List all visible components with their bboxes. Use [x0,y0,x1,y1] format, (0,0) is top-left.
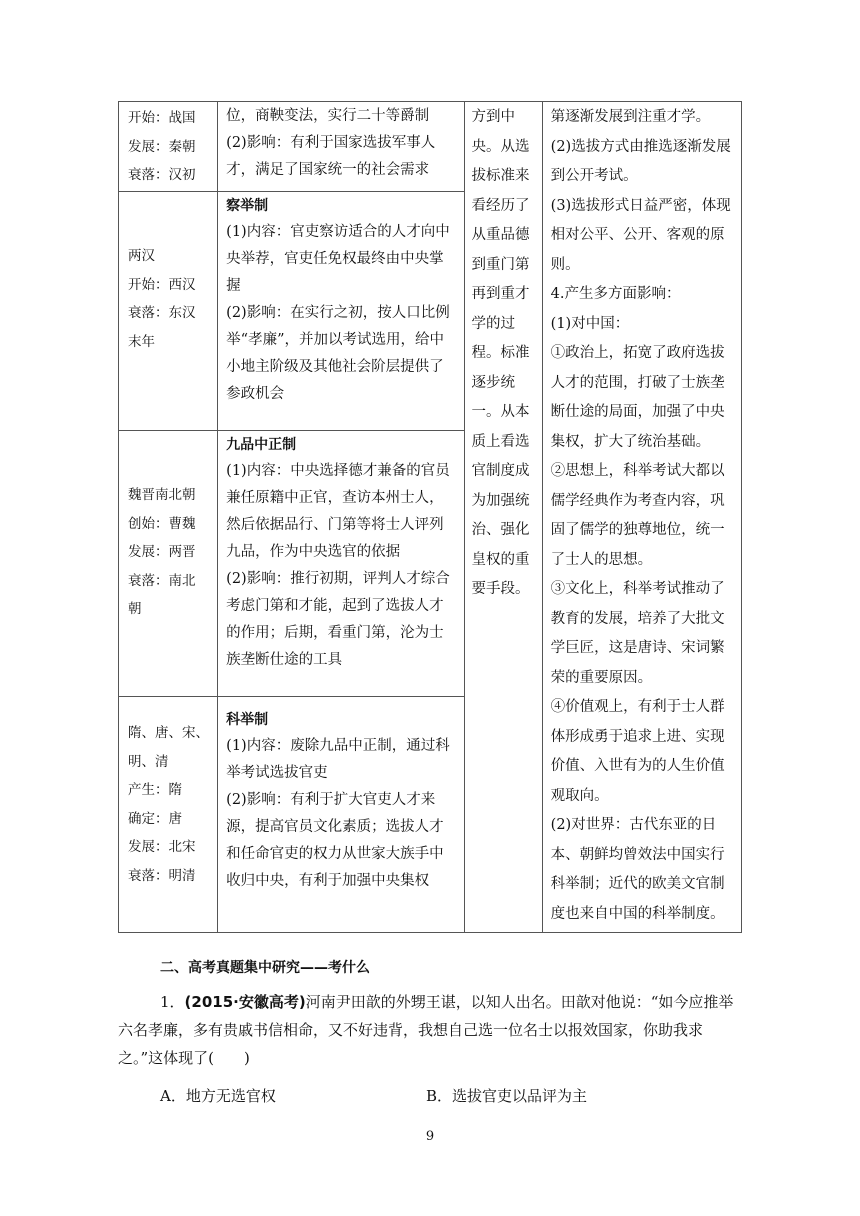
era-cell [119,102,218,192]
system-text: (1)内容：废除九品中正制，通过科举考试选拔官吏 (2)影响：有利于扩大官吏人才来源，提高官员文化素质；选拔人才和任命官吏的权力从世家大族手中收归中央，有利于加强中央集权 [226,738,450,889]
system-title: 九品中正制 [226,437,297,453]
option-a: A．地方无选官权 [160,1087,276,1105]
system-text: (1)内容：中央选择德才兼备的官员兼任原籍中正官，查访本州士人，然后依据品行、门第等将士人评列九品，作为中央选官的依据 (2)影响：推行初期，评判人才综合考虑门第和才能，起到了选拔人才的作用；后期，看重门第，沦为士族垄断仕途的工具 [226,463,450,668]
era-text: 隋、唐、宋、 明、清 产生：隋 确定：唐 发展：北宋 衰落：明清 [128,725,209,884]
era-text: 魏晋南北朝 创始：曹魏 发展：两晋 衰落：南北 朝 [128,487,196,617]
option-b: B．选拔官吏以品评为主 [426,1087,588,1105]
question-source: (2015·安徽高考) [184,993,306,1011]
era-text: 两汉 开始：西汉 衰落：东汉 末年 [128,248,196,350]
page-number: 9 [425,1129,435,1144]
system-cell [218,431,464,697]
summary-text: 方到中央。从选拔标准来看经历了从重品德到重门第再到重才学的过程。标准逐步统一。从本质上看选官制度成为加强统治、强化皇权的重要手段。 [471,109,530,597]
question-text: 河南尹田歆的外甥王谌，以知人出名。田歆对他说：“如今应推举六名孝廉，多有贵戚书信相命，又不好违背，我想自己选一位名士以报效国家，你助我求之。”这体现了( ) [118,993,734,1067]
selection-system-table [118,101,742,933]
summary-cell [464,102,542,933]
system-text: 位，商鞅变法，实行二十等爵制 (2)影响：有利于国家选拔军事人才，满足了国家统一的社会需求 [226,108,436,178]
system-cell [218,102,464,192]
features-text: 第逐渐发展到注重才学。 (2)选拔方式由推选逐渐发展到公开考试。 (3)选拔形式日益严密，体现相对公平、公开、客观的原则。 4.产生多方面影响： (1)对中国： ①政治上，拓宽了政府选拔人才的范围，打破了士族垄断仕途的局面，加强了中央集权，扩大了统治基础。 ②思想上，科举考试大都以儒学经典作为考查内容，巩固了儒学的独尊地位，统一了士人的思想。 ③文化上，科举考试推动了教育的发展，培养了大批文学巨匠，这是唐诗、宋词繁荣的重要原因。 ④价值观上，有利于士人群体形成勇于追求上进、实现价值、入世有为的人生价值观取向。 (2)对世界：古代东亚的日本、朝鲜均曾效法中国实行科举制；近代的欧美文官制度也来自中国的科举制度。 [550,109,731,922]
features-cell [542,102,741,933]
table-row [119,102,742,192]
system-cell [218,697,464,933]
question-stem [118,988,742,1072]
era-cell [119,192,218,431]
era-text: 开始：战国 发展：秦朝 衰落：汉初 [128,110,196,183]
system-title: 科举制 [226,712,269,728]
system-title: 察举制 [226,198,269,214]
system-text: (1)内容：官吏察访适合的人才向中央举荐，官吏任免权最终由中央掌握 (2)影响：在实行之初，按人口比例举“孝廉”，并加以考试选用，给中小地主阶级及其他社会阶层提供了参政机会 [226,224,450,402]
section-title: 二、高考真题集中研究——考什么 [160,960,370,976]
era-cell [119,431,218,697]
system-cell [218,192,464,431]
question-number: 1． [160,993,185,1011]
era-cell [119,697,218,933]
